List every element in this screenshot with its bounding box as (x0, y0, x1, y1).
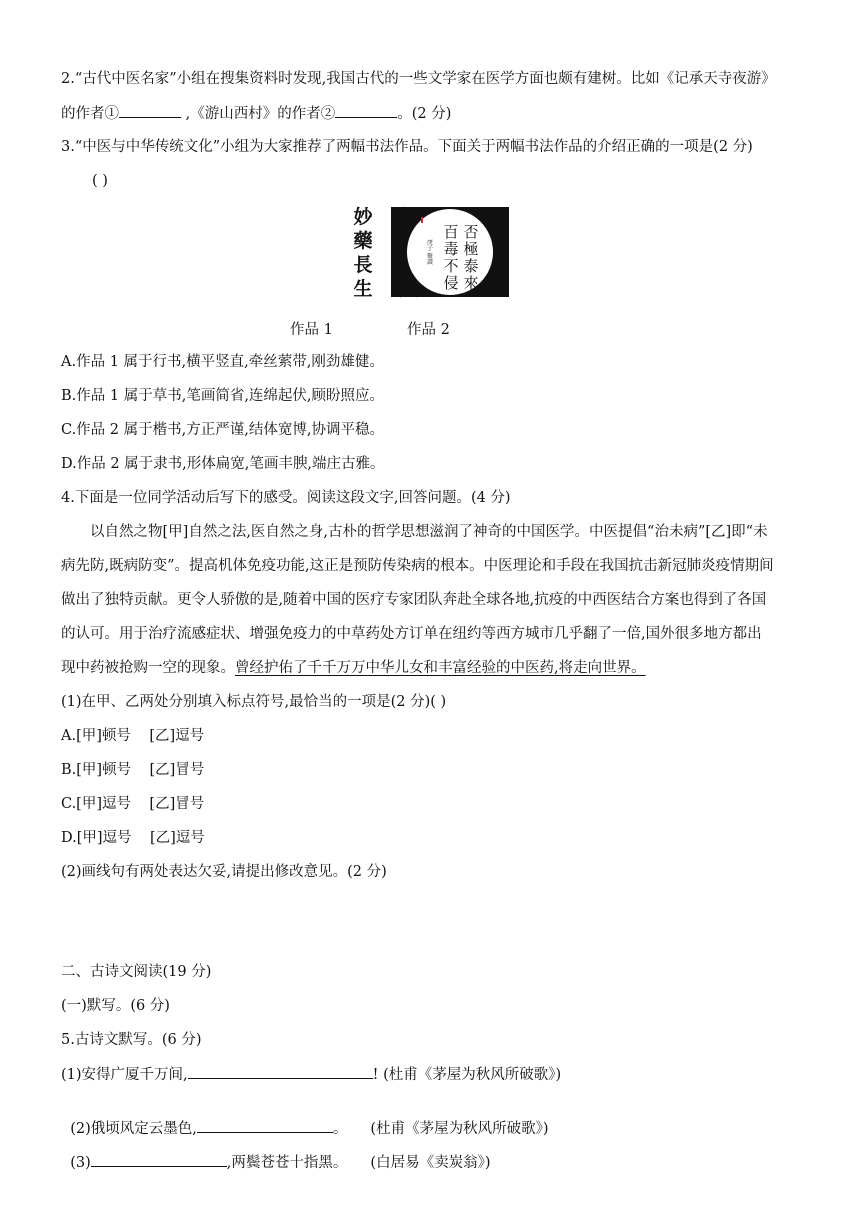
q4-para-line: 病先防,既病防变”。提高机体免疫功能,这正是预防传染病的根本。中医理论和手段在我国抗击新冠肺炎疫情期间 (61, 558, 774, 574)
q2-text-b: ,《游山西村》的作者② (181, 106, 336, 122)
art2-char: 百 (443, 223, 459, 241)
answer-blank-1[interactable] (119, 103, 181, 118)
art2-char: 侵 (443, 274, 459, 292)
art2-char: 否 (463, 223, 479, 241)
q2-line1: 2.“古代中医名家”小组在搜集资料时发现,我国古代的一些文学家在医学方面也颇有建树。比如《记承天寺夜游》 (61, 71, 776, 87)
q4-sub1-option-a[interactable]: A.[甲]顿号 [乙]逗号 (61, 728, 205, 744)
q5-1-text-b: ! (杜甫《茅屋为秋风所破歌》) (372, 1067, 562, 1083)
answer-blank-q5-1[interactable] (188, 1064, 373, 1079)
q3-option-b[interactable]: B.作品 1 属于草书,笔画简省,连绵起伏,顾盼照应。 (61, 388, 385, 404)
art2-char: 不 (443, 257, 459, 275)
underlined-sentence: 曾经护佑了千千万万中华儿女和丰富经验的中医药,将走向世界。 (235, 660, 646, 676)
q2-line2 (61, 103, 451, 124)
q4-para-line (61, 658, 646, 678)
art2-char: 泰 (463, 257, 479, 275)
q4-sub1: (1)在甲、乙两处分别填入标点符号,最恰当的一项是(2 分)( ) (61, 694, 447, 710)
q5-2-text-a: (2)俄顷风定云墨色, (70, 1121, 197, 1137)
art2-char: 毒 (443, 240, 459, 258)
art2-char: 來 (463, 274, 479, 292)
q4-sub1-option-c[interactable]: C.[甲]逗号 [乙]冒号 (61, 796, 205, 812)
section-2-title: 二、古诗文阅读(19 分) (61, 964, 212, 980)
art1-char: 藥 (353, 230, 373, 252)
caption-artwork-2: 作品 2 (407, 322, 450, 338)
q5-item-1 (61, 1064, 561, 1085)
art2-char: 極 (463, 240, 479, 258)
q5-3-text-a: (3) (70, 1155, 91, 1171)
q3-option-a[interactable]: A.作品 1 属于行书,横平竖直,牵丝萦带,刚劲雄健。 (61, 354, 384, 370)
art2-signature: 庚子 聚識 (425, 239, 433, 265)
q4-sub1-option-b[interactable]: B.[甲]顿号 [乙]冒号 (61, 762, 205, 778)
q5-2-text-b: 。 (杜甫《茅屋为秋风所破歌》) (332, 1121, 549, 1137)
q2-text-a: 的作者① (61, 106, 119, 122)
art1-char: 生 (353, 278, 373, 299)
q4-para-text: 现中药被抢购一空的现象。 (61, 660, 235, 676)
q3-option-c[interactable]: C.作品 2 属于楷书,方正严谨,结体宽博,协调平稳。 (61, 422, 384, 438)
art1-char: 長 (353, 254, 373, 276)
q2-text-c: 。(2 分) (397, 106, 452, 122)
art1-char: 妙 (353, 206, 373, 228)
q4-title: 4.下面是一位同学活动后写下的感受。阅读这段文字,回答问题。(4 分) (61, 490, 511, 506)
section-2-subtitle: (一)默写。(6 分) (61, 998, 170, 1014)
q4-para-line: 的认可。用于治疗流感症状、增强免疫力的中草药处方订单在纽约等西方城市几乎翻了一倍,国外很多地方都出 (61, 626, 762, 642)
q5-title: 5.古诗文默写。(6 分) (61, 1032, 202, 1048)
q4-sub2: (2)画线句有两处表达欠妥,请提出修改意见。(2 分) (61, 864, 387, 880)
answer-blank-2[interactable] (335, 103, 397, 118)
q4-para-line: 以自然之物[甲]自然之法,医自然之身,古朴的哲学思想滋润了神奇的中国医学。中医提倡“治未病”[乙]即“未 (90, 524, 768, 540)
answer-blank-q5-2[interactable] (197, 1118, 333, 1133)
answer-blank-q5-3[interactable] (91, 1152, 227, 1167)
q5-3-text-b: ,两鬓苍苍十指黑。 (白居易《卖炭翁》) (226, 1155, 491, 1171)
q4-sub1-option-d[interactable]: D.[甲]逗号 [乙]逗号 (61, 830, 205, 846)
caption-artwork-1: 作品 1 (290, 322, 333, 338)
calligraphy-artwork-2 (391, 207, 509, 297)
q3-answer-paren[interactable]: ( ) (92, 173, 108, 189)
q5-1-text-a: (1)安得广厦千万间, (61, 1067, 188, 1083)
q4-para-line: 做出了独特贡献。更令人骄傲的是,随着中国的医疗专家团队奔赴全球各地,抗疫的中西医结合方案也得到了各国 (61, 592, 767, 608)
q3-option-d[interactable]: D.作品 2 属于隶书,形体扁宽,笔画丰腴,端庄古雅。 (61, 456, 385, 472)
q3-line1: 3.“中医与中华传统文化”小组为大家推荐了两幅书法作品。下面关于两幅书法作品的介绍正确的一项是(2 分) (61, 139, 753, 155)
q5-item-3 (61, 1132, 490, 1173)
